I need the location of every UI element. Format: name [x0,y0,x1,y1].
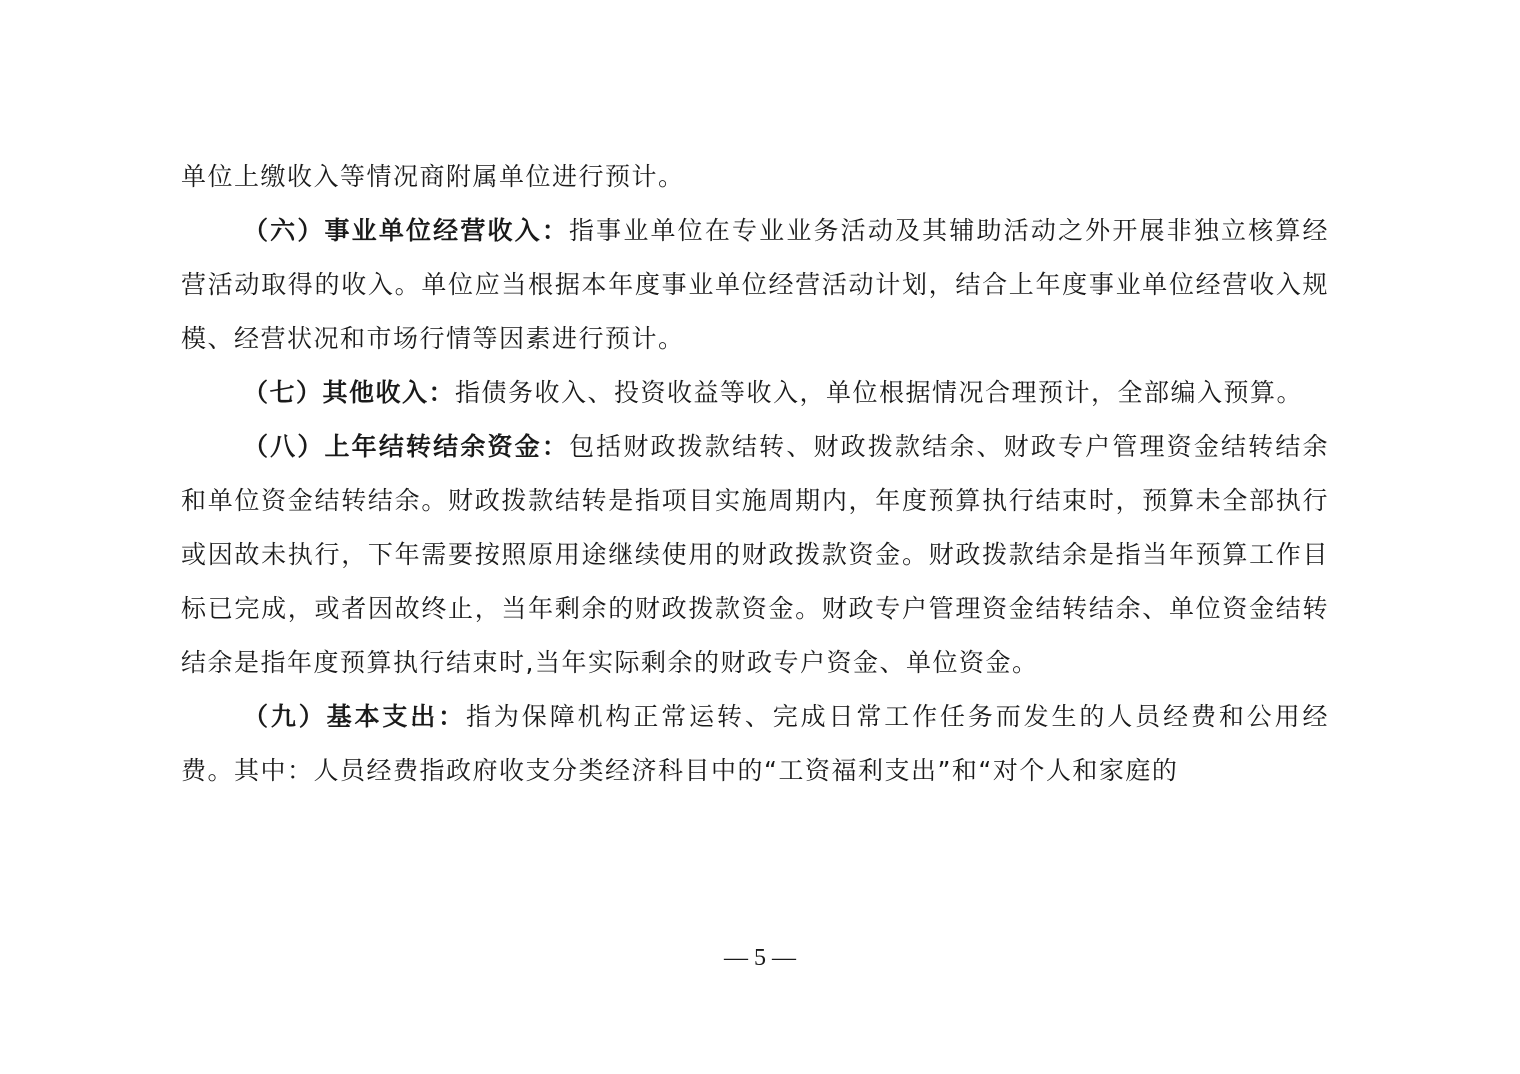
paragraph-carryover-funds [181,420,1329,690]
paragraph-body: 指债务收入、投资收益等收入，单位根据情况合理预计，全部编入预算。 [455,378,1304,407]
paragraph-body: 指事业单位在专业业务活动及其辅助活动之外开展非独立核算经营活动取得的收入。单位应当根据本年度事业单位经营活动计划，结合上年度事业单位经营收入规模、经营状况和市场行情等因素进行预计。 [181,216,1329,353]
paragraph-other-income [181,366,1329,420]
paragraph-continuation [181,150,1329,204]
page-number: — 5 — [724,945,796,971]
paragraph-body: 包括财政拨款结转、财政拨款结余、财政专户管理资金结转结余和单位资金结转结余。财政拨款结转是指项目实施周期内，年度预算执行结束时，预算未全部执行或因故未执行，下年需要按照原用途继续使用的财政拨款资金。财政拨款结余是指当年预算工作目标已完成，或者因故终止，当年剩余的财政拨款资金。财政专户管理资金结转结余、单位资金结转结余是指年度预算执行结束时,当年实际剩余的财政专户资金、单位资金。 [181,432,1329,677]
paragraph-basic-expenditure [181,690,1329,798]
paragraph-heading: （八）上年结转结余资金： [243,432,569,461]
paragraph-body: 单位上缴收入等情况商附属单位进行预计。 [181,162,685,191]
paragraph-heading: （六）事业单位经营收入： [243,216,569,245]
body-text [181,150,1329,798]
paragraph-heading: （九）基本支出： [243,702,467,731]
paragraph-heading: （七）其他收入： [243,378,456,407]
paragraph-body: 指为保障机构正常运转、完成日常工作任务而发生的人员经费和公用经费。其中：人员经费指政府收支分类经济科目中的“工资福利支出”和“对个人和家庭的 [181,702,1329,785]
paragraph-business-income [181,204,1329,366]
